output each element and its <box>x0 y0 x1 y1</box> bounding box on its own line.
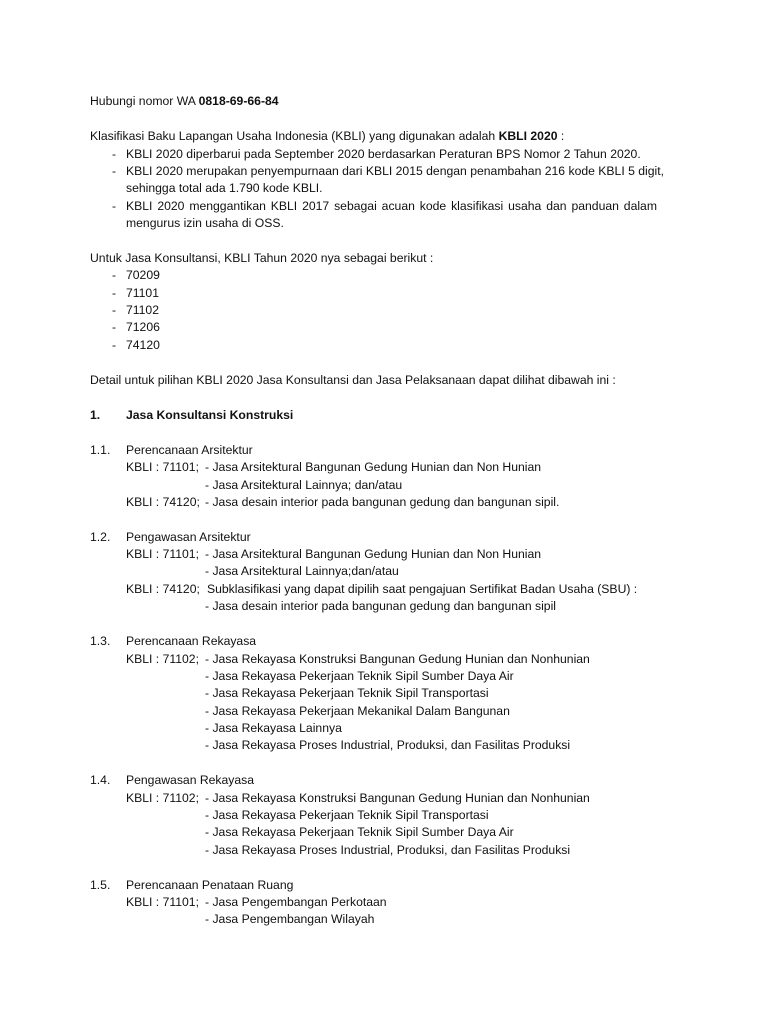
kbli-point-3-cont: mengurus izin usaha di OSS. <box>126 216 284 230</box>
kbli-code: 74120 <box>126 338 160 352</box>
kbli-code: 71101 <box>126 286 159 300</box>
bullet-dash: - <box>112 164 117 178</box>
contact-line <box>90 93 279 110</box>
bullet-dash: - <box>112 303 117 317</box>
kbli-item: - Jasa Rekayasa Pekerjaan Teknik Sipil Transportasi <box>205 808 489 822</box>
kbli-item: - Jasa Pengembangan Perkotaan <box>205 895 387 909</box>
kbli-code: 70209 <box>126 268 160 282</box>
kbli-point-1: KBLI 2020 diperbarui pada September 2020 berdasarkan Peraturan BPS Nomor 2 Tahun 2020. <box>126 147 641 161</box>
bullet-dash: - <box>112 320 117 334</box>
subsection-number: 1.4. <box>90 773 111 787</box>
subsection-number: 1.1. <box>90 443 111 457</box>
subsection-number: 1.5. <box>90 878 111 892</box>
kbli-intro-text: Klasifikasi Baku Lapangan Usaha Indonesia (KBLI) yang digunakan adalah <box>90 129 499 143</box>
kbli-label: KBLI : 74120; <box>126 495 200 509</box>
section-number: 1. <box>90 408 101 422</box>
bullet-dash: - <box>112 147 117 161</box>
contact-label: Hubungi nomor WA <box>90 94 199 108</box>
kbli-item: - Jasa Arsitektural Bangunan Gedung Hunian dan Non Hunian <box>205 460 542 474</box>
kbli-label: KBLI : 71101; <box>126 460 199 474</box>
kbli-point-2: KBLI 2020 merupakan penyempurnaan dari KBLI 2015 dengan penambahan 216 kode KBLI 5 digit, <box>126 164 664 178</box>
kbli-item: - Jasa Arsitektural Bangunan Gedung Hunian dan Non Hunian <box>205 547 542 561</box>
kbli-label: KBLI : 71101; <box>126 895 199 909</box>
kbli-item: - Jasa Rekayasa Pekerjaan Teknik Sipil Sumber Daya Air <box>205 825 514 839</box>
subsection-title: Pengawasan Rekayasa <box>126 773 255 787</box>
konsultansi-intro: Untuk Jasa Konsultansi, KBLI Tahun 2020 nya sebagai berikut : <box>90 251 434 265</box>
kbli-label: KBLI : 71102; <box>126 652 199 666</box>
bullet-dash: - <box>112 338 117 352</box>
kbli-item: - Jasa Rekayasa Konstruksi Bangunan Gedung Hunian dan Nonhunian <box>205 652 590 666</box>
kbli-intro-suffix: : <box>557 129 565 143</box>
kbli-label: KBLI : 71101; <box>126 547 199 561</box>
subsection-number: 1.3. <box>90 634 111 648</box>
kbli-item: - Jasa Pengembangan Wilayah <box>205 912 375 926</box>
kbli-item: - Jasa Arsitektural Lainnya;dan/atau <box>205 564 399 578</box>
subsection-title: Perencanaan Rekayasa <box>126 634 257 648</box>
subsection-number: 1.2. <box>90 530 111 544</box>
bullet-dash: - <box>112 286 117 300</box>
subsection-title: Perencanaan Penataan Ruang <box>126 878 294 892</box>
kbli-point-3: KBLI 2020 menggantikan KBLI 2017 sebagai acuan kode klasifikasi usaha dan panduan dalam <box>126 199 657 213</box>
kbli-intro <box>90 128 564 145</box>
detail-intro: Detail untuk pilihan KBLI 2020 Jasa Konsultansi dan Jasa Pelaksanaan dapat dilihat dibawah ini : <box>90 373 616 387</box>
kbli-intro-bold: KBLI 2020 <box>498 129 558 143</box>
kbli-item: - Jasa Rekayasa Proses Industrial, Produksi, dan Fasilitas Produksi <box>205 843 571 857</box>
kbli-point-2-cont: sehingga total ada 1.790 kode KBLI. <box>126 181 323 195</box>
kbli-item: - Jasa Arsitektural Lainnya; dan/atau <box>205 478 403 492</box>
kbli-item: - Jasa Rekayasa Pekerjaan Teknik Sipil Sumber Daya Air <box>205 669 514 683</box>
kbli-label: KBLI : 71102; <box>126 791 199 805</box>
kbli-item: - Jasa Rekayasa Lainnya <box>205 721 342 735</box>
section-title: Jasa Konsultansi Konstruksi <box>126 408 294 422</box>
kbli-code: 71102 <box>126 303 159 317</box>
bullet-dash: - <box>112 268 117 282</box>
kbli-item: - Jasa desain interior pada bangunan gedung dan bangunan sipil. <box>205 495 560 509</box>
kbli-item: - Jasa Rekayasa Proses Industrial, Produksi, dan Fasilitas Produksi <box>205 738 571 752</box>
kbli-note: Subklasifikasi yang dapat dipilih saat pengajuan Sertifikat Badan Usaha (SBU) : <box>207 582 638 596</box>
kbli-item: - Jasa desain interior pada bangunan gedung dan bangunan sipil <box>205 599 557 613</box>
subsection-title: Pengawasan Arsitektur <box>126 530 251 544</box>
kbli-label: KBLI : 74120; <box>126 582 200 596</box>
bullet-dash: - <box>112 199 117 213</box>
kbli-item: - Jasa Rekayasa Pekerjaan Teknik Sipil Transportasi <box>205 686 489 700</box>
kbli-item: - Jasa Rekayasa Konstruksi Bangunan Gedung Hunian dan Nonhunian <box>205 791 590 805</box>
contact-phone: 0818-69-66-84 <box>198 94 279 108</box>
kbli-item: - Jasa Rekayasa Pekerjaan Mekanikal Dalam Bangunan <box>205 704 510 718</box>
kbli-code: 71206 <box>126 320 160 334</box>
subsection-title: Perencanaan Arsitektur <box>126 443 253 457</box>
